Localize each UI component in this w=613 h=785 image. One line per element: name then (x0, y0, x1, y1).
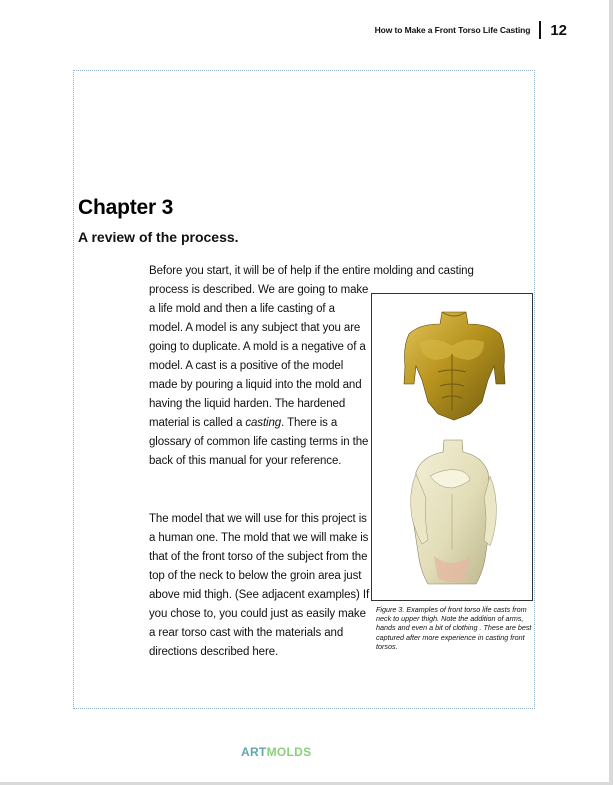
page-number: 12 (550, 21, 567, 39)
figure-torso-casts (371, 293, 533, 601)
ivory-torso-cast (411, 440, 497, 584)
page-shadow-right (609, 0, 613, 785)
paragraph-1-text: process is described. We are going to make a life mold and then a life casting of a model. A model is any subject that you are going to duplicate. A mold is a negative of a model. A cast is a positive of the model made by pouring a liquid into the mold and having the liquid harden. The hardened material is called a (149, 284, 369, 429)
gold-torso-cast (404, 312, 505, 420)
paragraph-1-first-line: Before you start, it will be of help if the entire molding and casting (149, 265, 474, 277)
header-separator (539, 21, 541, 39)
running-header (375, 19, 567, 41)
logo-art-text: ART (241, 745, 267, 759)
chapter-title: Chapter 3 (78, 196, 174, 219)
logo-molds-text: MOLDS (266, 745, 312, 759)
chapter-subtitle: A review of the process. (78, 229, 239, 245)
torso-cast-illustration (372, 294, 532, 600)
figure-caption: Figure 3. Examples of front torso life casts from neck to upper thigh. Note the addition of arms, hands and even a bit of clothing . These are best captured after more experience in casting front torsos. (376, 605, 532, 651)
paragraph-2: The model that we will use for this project is a human one. The mold that we will make is that of the front torso of the subject from the top of the neck to below the groin area just above mid thigh. (See adjacent examples) If you chose to, you could just as easily make a rear torso cast with the materials and directions described here. (149, 513, 370, 658)
paragraph-1-text-end: . There is a glossary of common life casting terms in the back of this manual for your reference. (149, 417, 369, 467)
paragraph-1 (149, 281, 371, 471)
emphasis-casting: casting (245, 417, 282, 429)
header-title: How to Make a Front Torso Life Casting (374, 25, 531, 35)
artmolds-logo (241, 745, 311, 759)
